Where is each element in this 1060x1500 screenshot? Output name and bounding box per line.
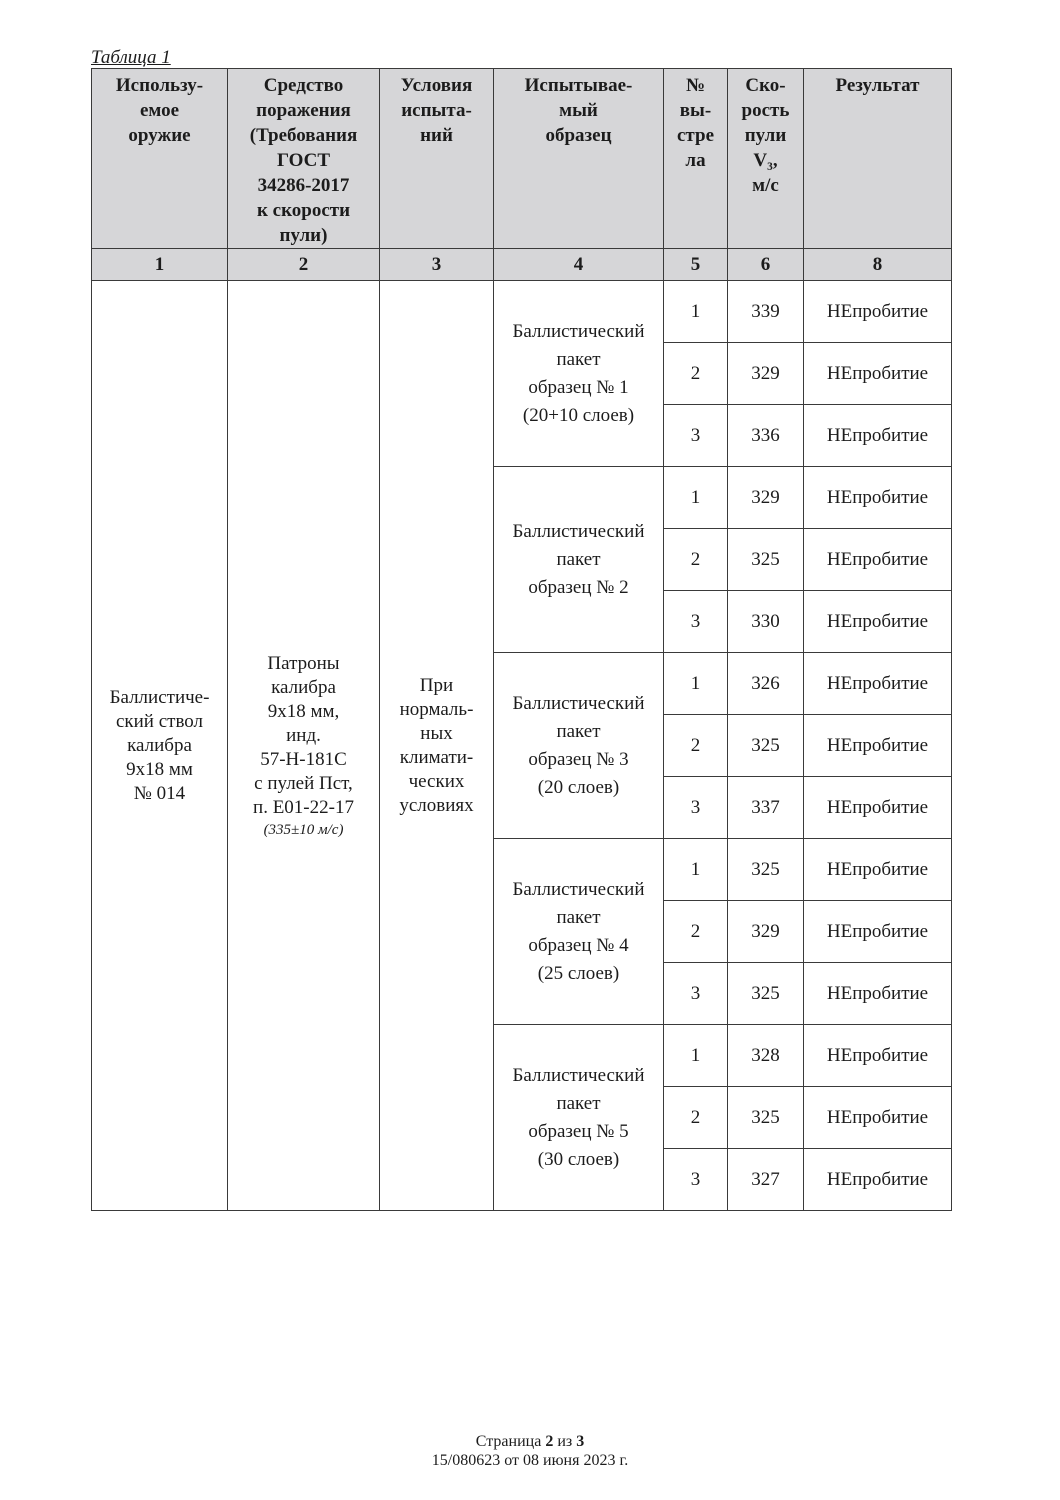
- sample-cell: Баллистический пакет образец № 1 (20+10 слоев): [494, 281, 664, 467]
- header-row: [92, 69, 952, 249]
- velocity-cell: 325: [728, 529, 804, 591]
- result-cell: НЕпробитие: [804, 1025, 952, 1087]
- column-number: 4: [494, 249, 664, 281]
- shot-number-cell: 1: [664, 467, 728, 529]
- column-number: 5: [664, 249, 728, 281]
- header-shot-number: № вы- стре ла: [664, 69, 728, 249]
- column-number: 3: [380, 249, 494, 281]
- weapon-cell: Баллистиче- ский ствол калибра 9х18 мм № 014: [92, 281, 228, 1211]
- velocity-cell: 337: [728, 777, 804, 839]
- shot-number-cell: 2: [664, 901, 728, 963]
- velocity-cell: 326: [728, 653, 804, 715]
- velocity-requirement-note: (335±10 м/с): [263, 821, 344, 838]
- result-cell: НЕпробитие: [804, 777, 952, 839]
- velocity-cell: 329: [728, 343, 804, 405]
- velocity-cell: 336: [728, 405, 804, 467]
- shot-number-cell: 2: [664, 343, 728, 405]
- document-reference: 15/080623 от 08 июня 2023 г.: [431, 1452, 629, 1469]
- header-ammo: Средство поражения (Требования ГОСТ 34286-2017 к скорости пули): [228, 69, 380, 249]
- result-cell: НЕпробитие: [804, 715, 952, 777]
- table-row: [92, 281, 952, 343]
- velocity-cell: 325: [728, 1087, 804, 1149]
- shot-number-cell: 2: [664, 1087, 728, 1149]
- header-sample: Испытывае- мый образец: [494, 69, 664, 249]
- page-number: Страница 2 из 3: [475, 1433, 585, 1450]
- sample-cell: Баллистический пакет образец № 5 (30 слоев): [494, 1025, 664, 1211]
- shot-number-cell: 3: [664, 405, 728, 467]
- velocity-cell: 339: [728, 281, 804, 343]
- result-cell: НЕпробитие: [804, 529, 952, 591]
- result-cell: НЕпробитие: [804, 591, 952, 653]
- result-cell: НЕпробитие: [804, 281, 952, 343]
- velocity-cell: 329: [728, 901, 804, 963]
- velocity-cell: 325: [728, 839, 804, 901]
- column-number: 1: [92, 249, 228, 281]
- shot-number-cell: 1: [664, 1025, 728, 1087]
- header-weapon: Использу- емое оружие: [92, 69, 228, 249]
- shot-number-cell: 1: [664, 281, 728, 343]
- velocity-cell: 327: [728, 1149, 804, 1211]
- velocity-cell: 330: [728, 591, 804, 653]
- result-cell: НЕпробитие: [804, 963, 952, 1025]
- column-number: 8: [804, 249, 952, 281]
- table-caption: Таблица 1: [91, 47, 171, 68]
- shot-number-cell: 3: [664, 777, 728, 839]
- result-cell: НЕпробитие: [804, 467, 952, 529]
- result-cell: НЕпробитие: [804, 1087, 952, 1149]
- header-velocity: Ско- рость пули V₃, м/с: [728, 69, 804, 249]
- page-footer: [0, 1432, 1060, 1470]
- column-number-row: [92, 249, 952, 281]
- shot-number-cell: 2: [664, 529, 728, 591]
- shot-number-cell: 1: [664, 653, 728, 715]
- conditions-cell: При нормаль- ных климати- ческих условиях: [380, 281, 494, 1211]
- velocity-cell: 325: [728, 715, 804, 777]
- header-conditions: Условия испыта- ний: [380, 69, 494, 249]
- sample-cell: Баллистический пакет образец № 3 (20 слоев): [494, 653, 664, 839]
- velocity-cell: 325: [728, 963, 804, 1025]
- header-result: Результат: [804, 69, 952, 249]
- result-cell: НЕпробитие: [804, 405, 952, 467]
- result-cell: НЕпробитие: [804, 901, 952, 963]
- shot-number-cell: 3: [664, 591, 728, 653]
- test-results-table: [91, 68, 952, 1211]
- ammo-cell: Патроны калибра 9х18 мм, инд. 57-Н-181С с пулей Пст, п. Е01-22-17 (335±10 м/с): [228, 281, 380, 1211]
- sample-cell: Баллистический пакет образец № 4 (25 слоев): [494, 839, 664, 1025]
- shot-number-cell: 1: [664, 839, 728, 901]
- result-cell: НЕпробитие: [804, 653, 952, 715]
- column-number: 6: [728, 249, 804, 281]
- shot-number-cell: 2: [664, 715, 728, 777]
- result-cell: НЕпробитие: [804, 1149, 952, 1211]
- result-cell: НЕпробитие: [804, 343, 952, 405]
- sample-cell: Баллистический пакет образец № 2: [494, 467, 664, 653]
- shot-number-cell: 3: [664, 1149, 728, 1211]
- velocity-cell: 329: [728, 467, 804, 529]
- velocity-cell: 328: [728, 1025, 804, 1087]
- shot-number-cell: 3: [664, 963, 728, 1025]
- column-number: 2: [228, 249, 380, 281]
- result-cell: НЕпробитие: [804, 839, 952, 901]
